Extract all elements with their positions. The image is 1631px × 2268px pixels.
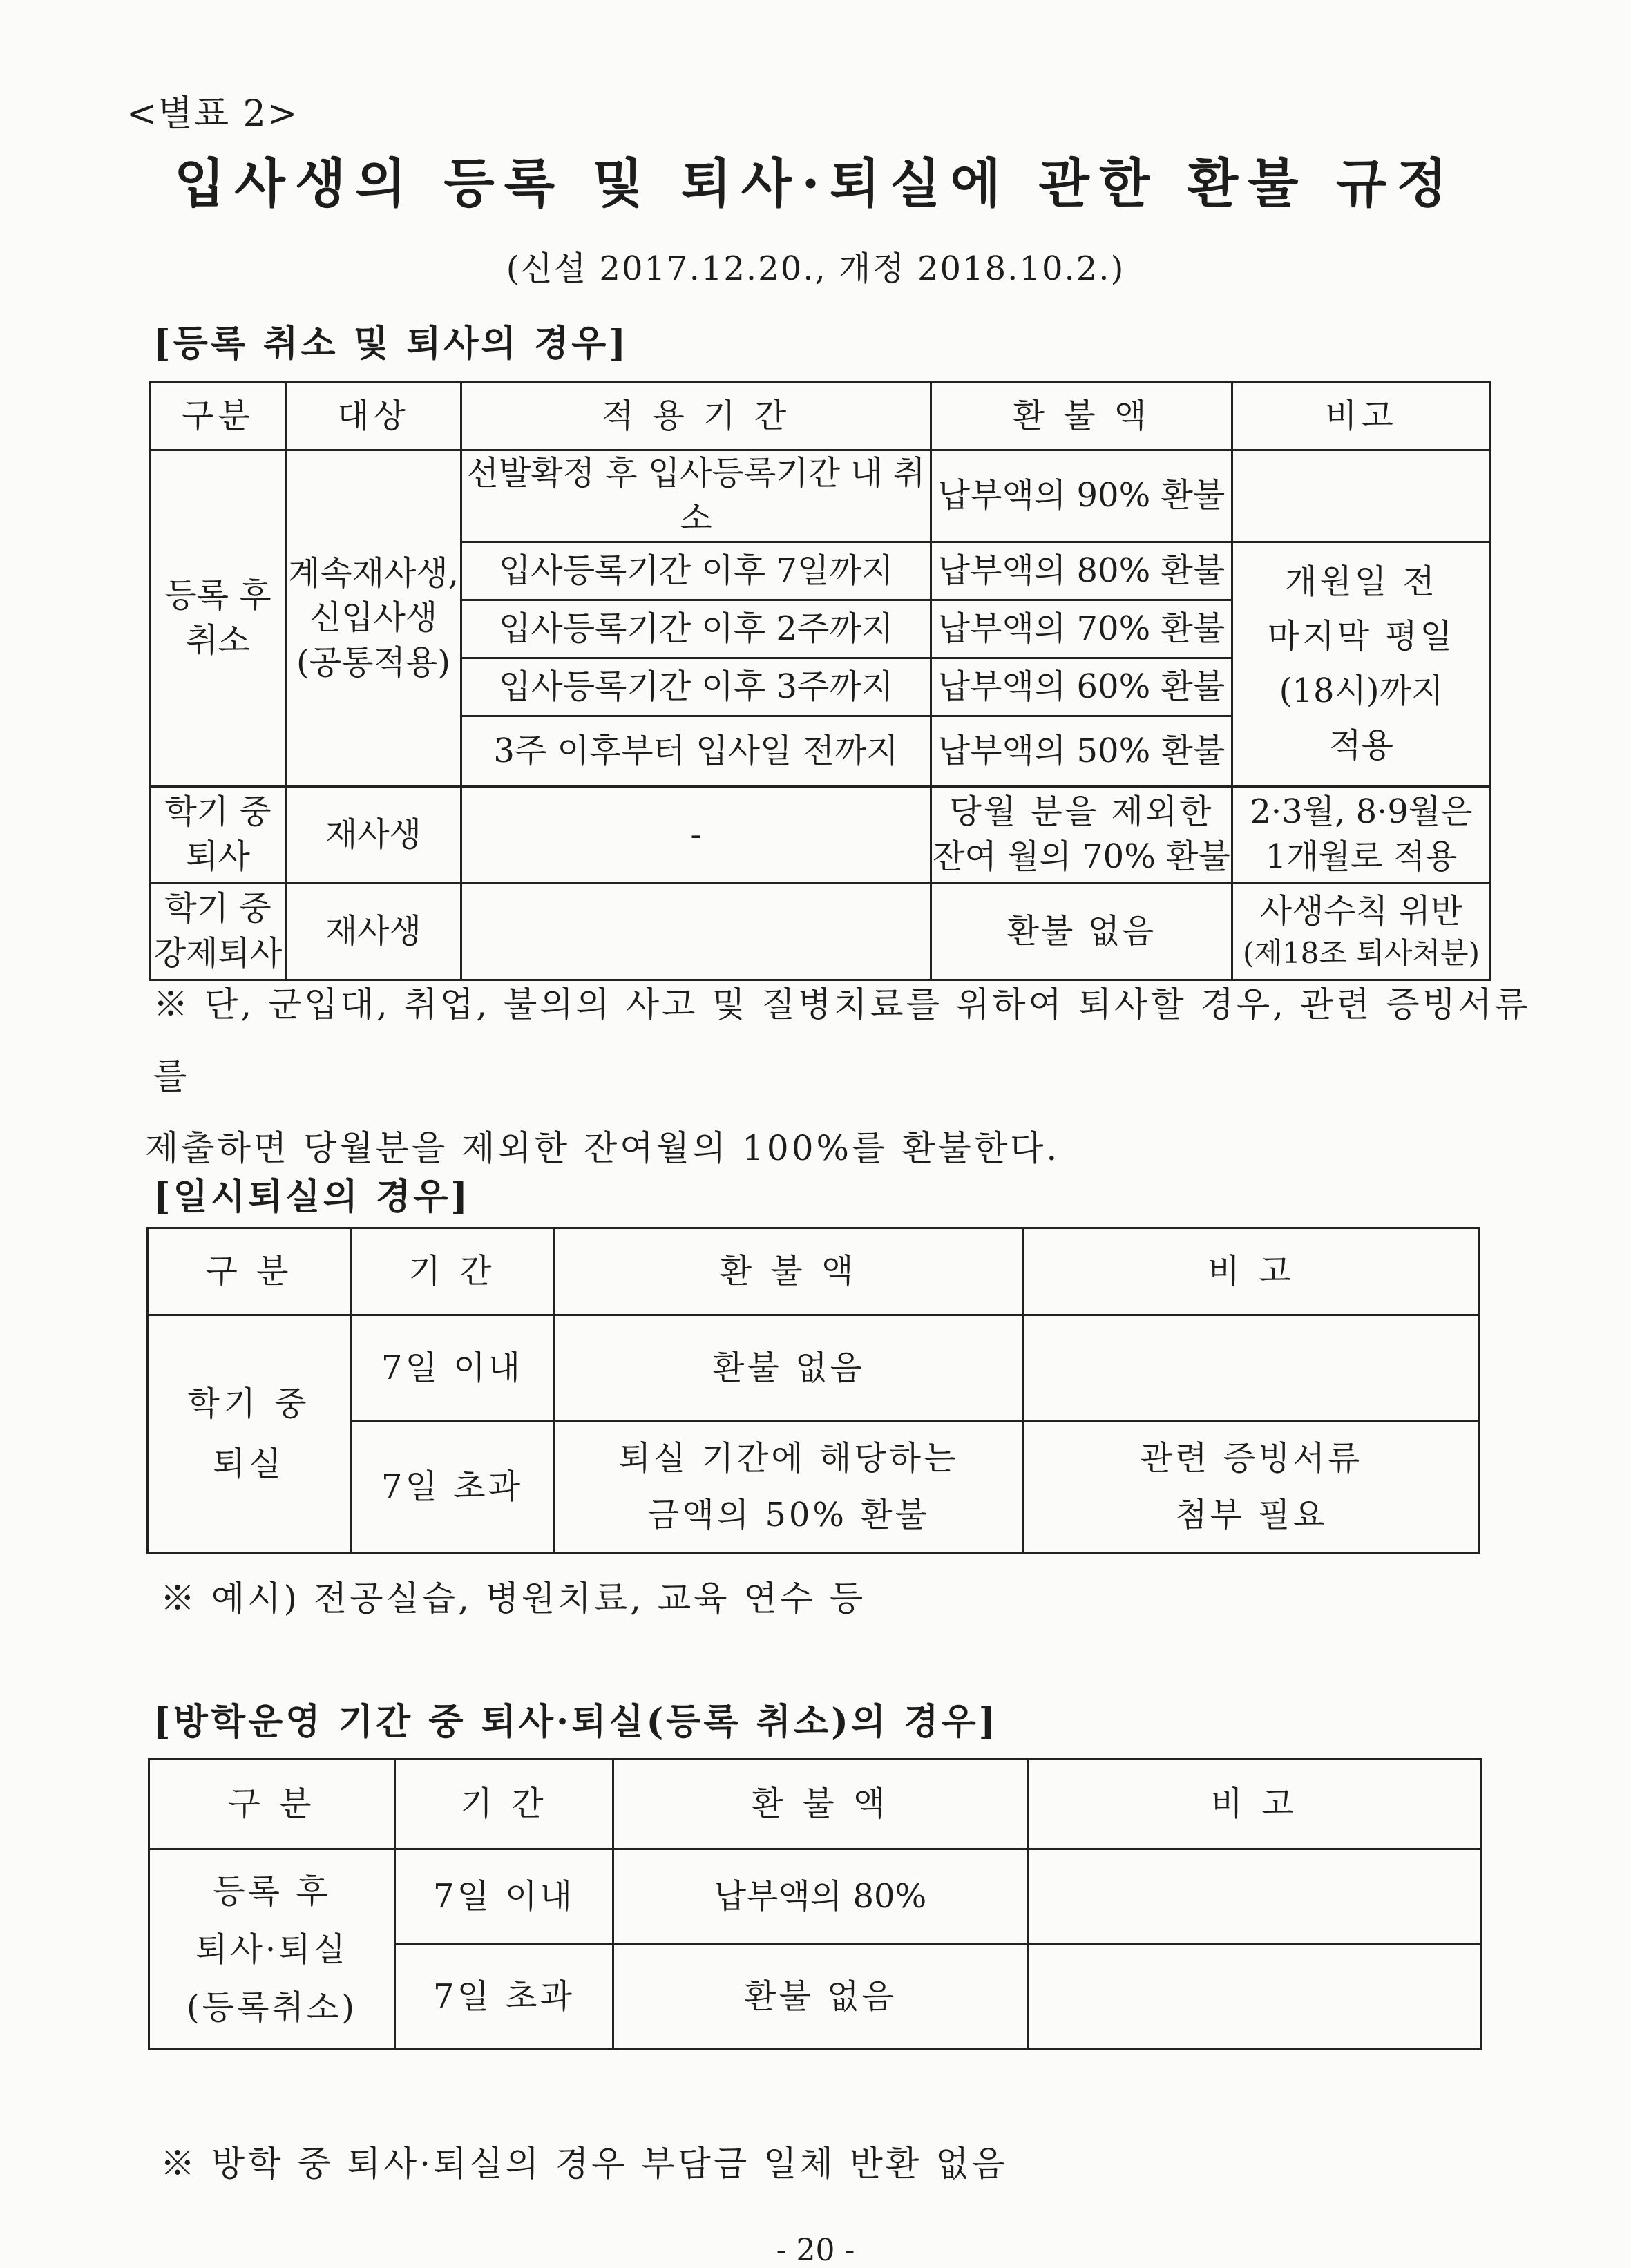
note-cell: 사생수칙 위반 (제18조 퇴사처분) [1232, 883, 1491, 980]
column-header: 구 분 [148, 1228, 351, 1315]
table-header-row [151, 383, 1491, 450]
table-row [151, 883, 1491, 980]
category-cell: 학기 중 퇴사 [151, 786, 286, 883]
category-cell: 등록 후 취소 [151, 450, 286, 787]
column-header: 환 불 액 [931, 383, 1232, 450]
refund-cell: 납부액의 50% 환불 [931, 716, 1232, 786]
target-cell: 재사생 [286, 883, 461, 980]
table-header-row [149, 1760, 1481, 1849]
period-cell: 7일 초과 [395, 1945, 613, 2050]
column-header: 기 간 [351, 1228, 554, 1315]
column-header: 환 불 액 [613, 1760, 1028, 1849]
refund-cell: 퇴실 기간에 해당하는 금액의 50% 환불 [554, 1422, 1024, 1553]
period-cell: 7일 이내 [351, 1315, 554, 1422]
column-header: 환 불 액 [554, 1228, 1024, 1315]
period-cell: 선발확정 후 입사등록기간 내 취소 [461, 450, 931, 542]
refund-cell: 납부액의 70% 환불 [931, 600, 1232, 658]
section1-heading: [등록 취소 및 퇴사의 경우] [153, 323, 629, 365]
category-cell: 학기 중 강제퇴사 [151, 883, 286, 980]
category-cell: 학기 중 퇴실 [148, 1315, 351, 1553]
refund-cell: 납부액의 80% 환불 [931, 542, 1232, 600]
refund-cell: 환불 없음 [931, 883, 1232, 980]
refund-cell: 환불 없음 [613, 1945, 1028, 2050]
period-cell: 7일 이내 [395, 1849, 613, 1945]
column-header: 대상 [286, 383, 461, 450]
cancellation-refund-table [149, 381, 1491, 981]
table-row [151, 450, 1491, 542]
column-header: 구 분 [149, 1760, 395, 1849]
period-cell [461, 883, 931, 980]
refund-cell: 당월 분을 제외한 잔여 월의 70% 환불 [931, 786, 1232, 883]
page-number: - 20 - [776, 2233, 855, 2268]
section1-footnote: ※ 단, 군입대, 취업, 불의의 사고 및 질병치료를 위하여 퇴사할 경우, 관련 증빙서류를 제출하면 당월분을 제외한 잔여월의 100%를 환불한다. [145, 984, 1531, 1168]
period-cell: 입사등록기간 이후 2주까지 [461, 600, 931, 658]
table-row [149, 1849, 1481, 1945]
temporary-leave-table [146, 1227, 1480, 1554]
category-cell: 등록 후 퇴사·퇴실 (등록취소) [149, 1849, 395, 2050]
table-row [151, 786, 1491, 883]
table-row [148, 1315, 1480, 1422]
period-cell: 입사등록기간 이후 7일까지 [461, 542, 931, 600]
annex-label: <별표 2> [126, 93, 299, 135]
refund-cell: 납부액의 80% [613, 1849, 1028, 1945]
note-cell [1028, 1945, 1481, 2050]
revision-date: (신설 2017.12.20., 개정 2018.10.2.) [506, 249, 1125, 288]
column-header: 기 간 [395, 1760, 613, 1849]
period-cell: 7일 초과 [351, 1422, 554, 1553]
column-header: 적 용 기 간 [461, 383, 931, 450]
section3-heading: [방학운영 기간 중 퇴사·퇴실(등록 취소)의 경우] [153, 1701, 999, 1743]
note-cell [1232, 450, 1491, 542]
period-cell: 입사등록기간 이후 3주까지 [461, 658, 931, 716]
refund-cell: 환불 없음 [554, 1315, 1024, 1422]
column-header: 구분 [151, 383, 286, 450]
note-cell: 개원일 전 마지막 평일 (18시)까지 적용 [1232, 542, 1491, 786]
refund-cell: 납부액의 90% 환불 [931, 450, 1232, 542]
note-cell [1028, 1849, 1481, 1945]
target-cell: 계속재사생, 신입사생 (공통적용) [286, 450, 461, 787]
section2-footnote: ※ 예시) 전공실습, 병원치료, 교육 연수 등 [160, 1579, 866, 1619]
note-cell [1024, 1315, 1480, 1422]
section3-footnote: ※ 방학 중 퇴사·퇴실의 경우 부담금 일체 반환 없음 [160, 2144, 1008, 2184]
vacation-refund-table [148, 1758, 1482, 2050]
target-cell: 재사생 [286, 786, 461, 883]
period-cell: 3주 이후부터 입사일 전까지 [461, 716, 931, 786]
table-header-row [148, 1228, 1480, 1315]
column-header: 비 고 [1024, 1228, 1480, 1315]
period-cell: - [461, 786, 931, 883]
column-header: 비고 [1232, 383, 1491, 450]
section2-heading: [일시퇴실의 경우] [153, 1176, 470, 1218]
refund-cell: 납부액의 60% 환불 [931, 658, 1232, 716]
document-title: 입사생의 등록 및 퇴사·퇴실에 관한 환불 규정 [174, 153, 1457, 214]
column-header: 비 고 [1028, 1760, 1481, 1849]
note-cell: 2·3월, 8·9월은 1개월로 적용 [1232, 786, 1491, 883]
note-cell: 관련 증빙서류 첨부 필요 [1024, 1422, 1480, 1553]
